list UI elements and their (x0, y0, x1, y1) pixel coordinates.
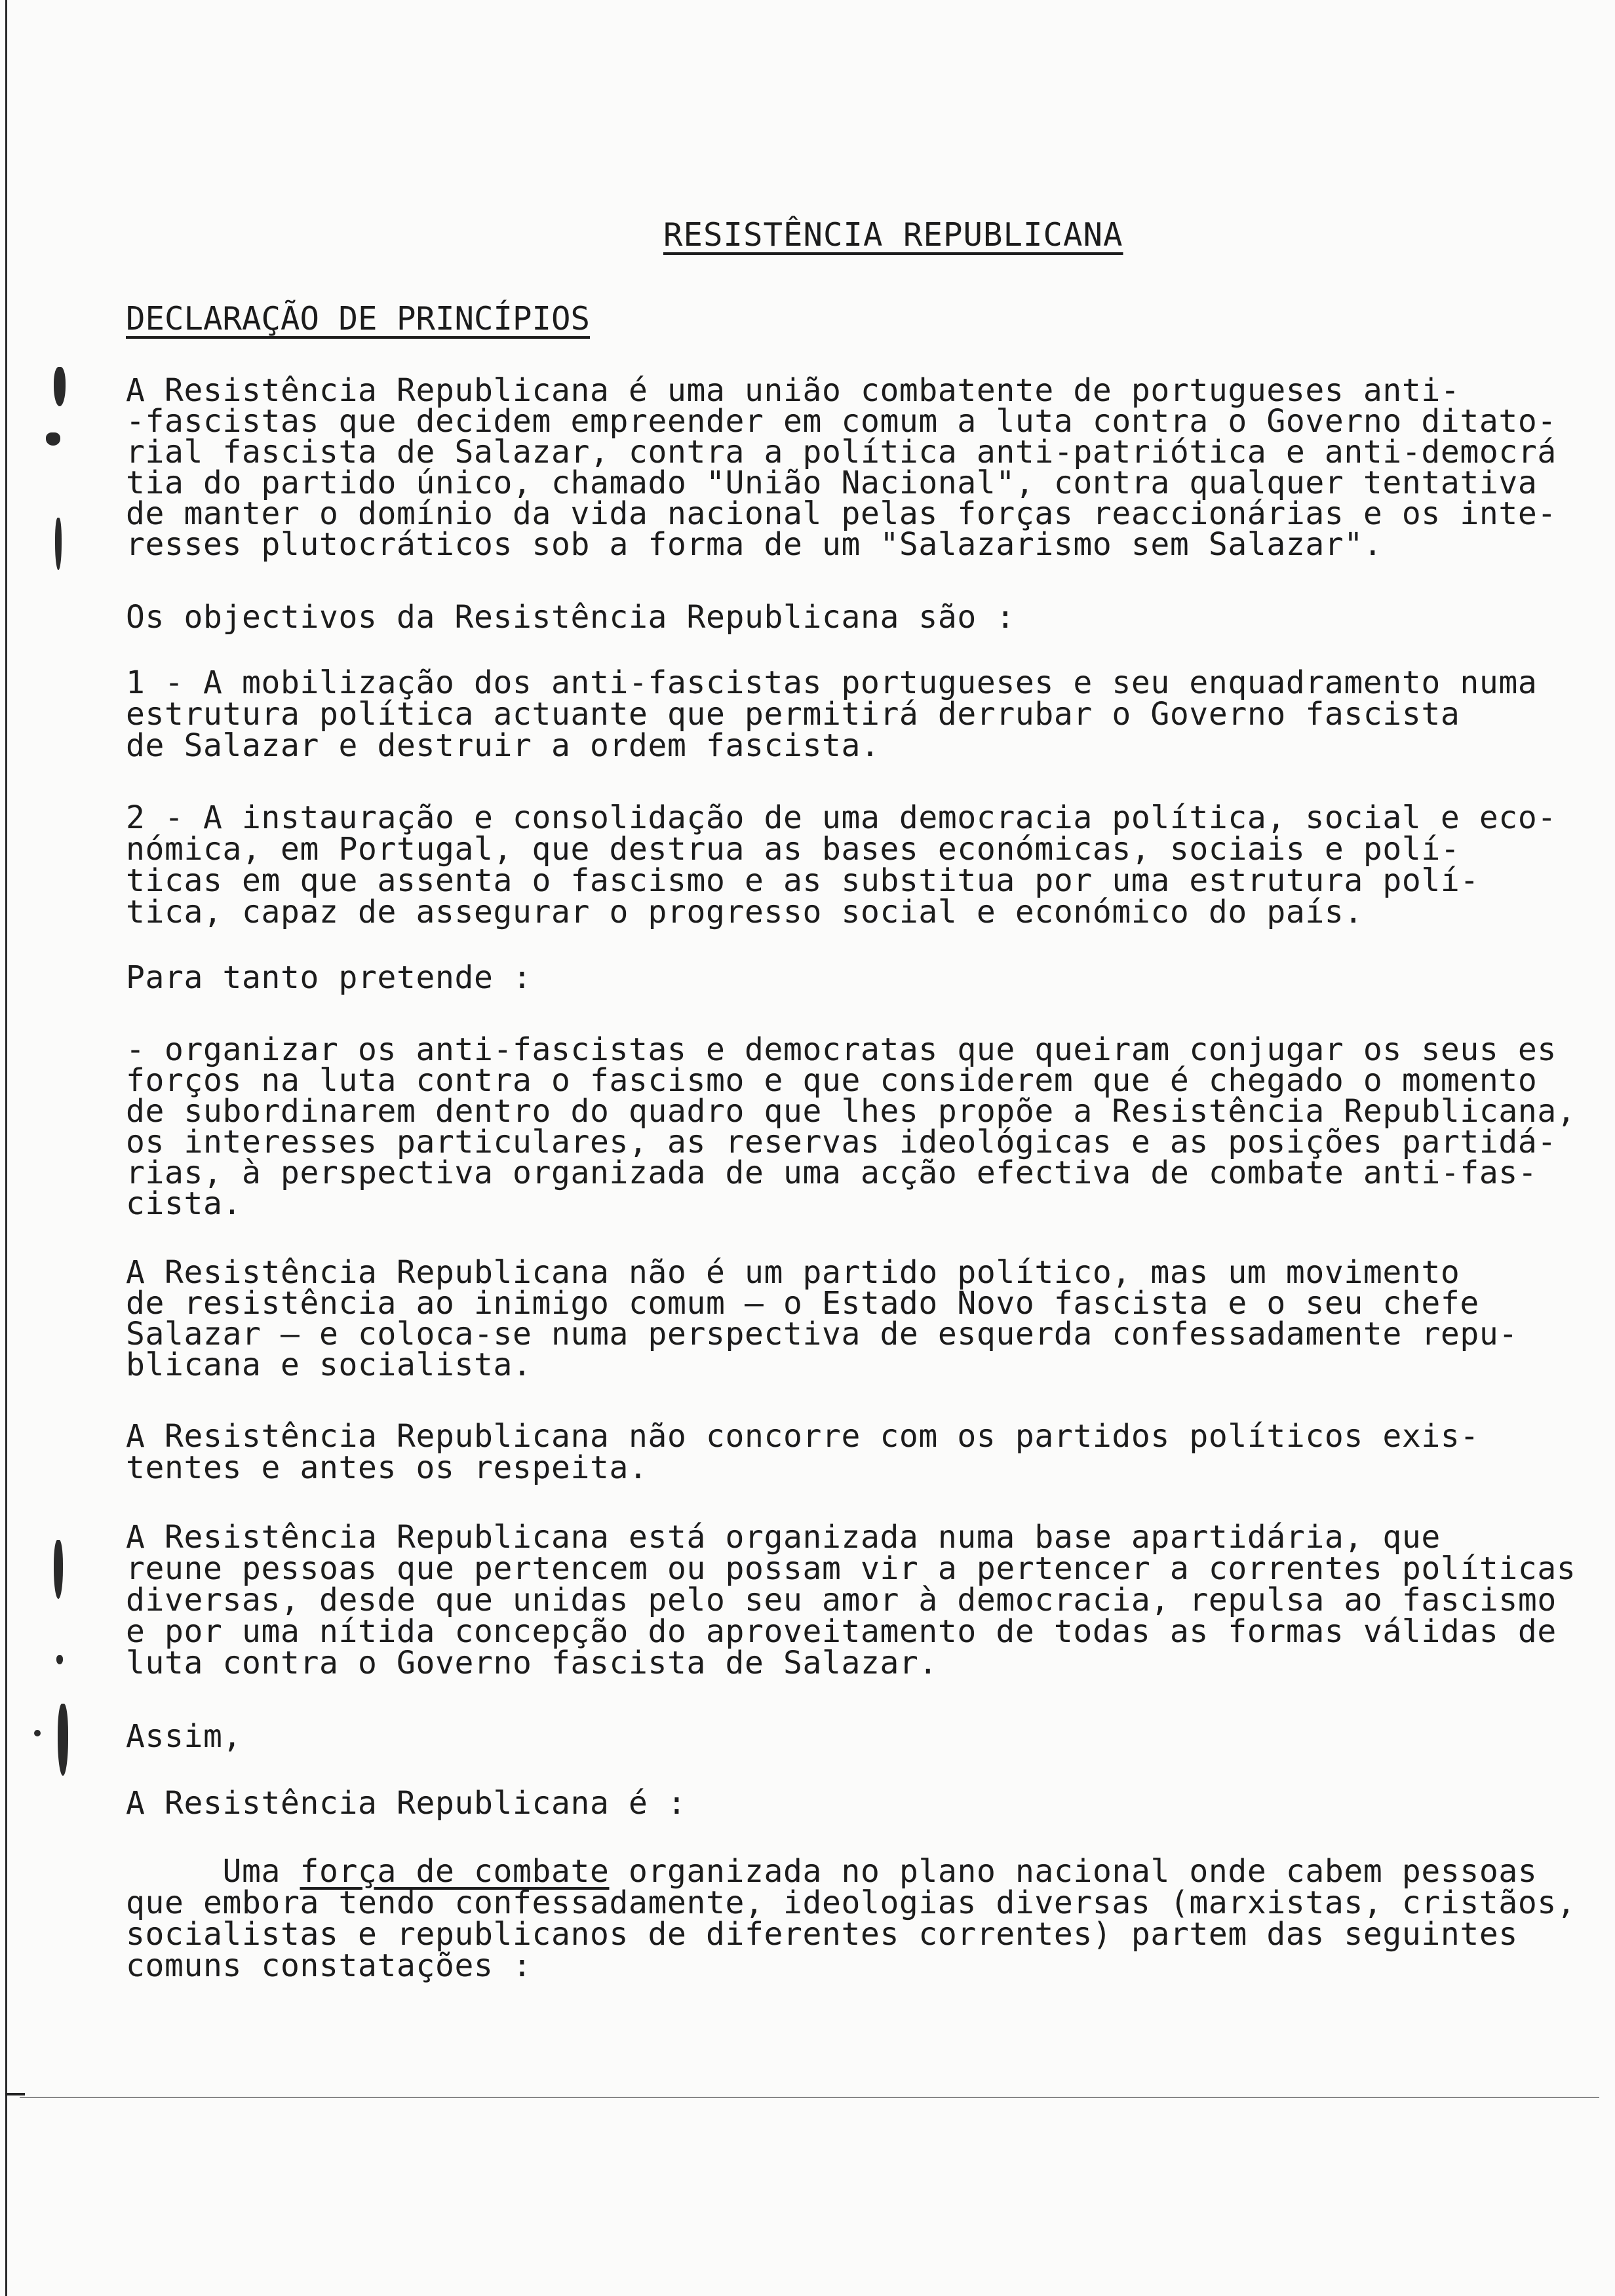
force-line-prefix: Uma (126, 1853, 300, 1890)
not-party-line: A Resistência Republicana não é um partido político, mas um movimento (126, 1254, 1460, 1291)
intends-intro: Para tanto pretende : (126, 959, 532, 996)
force-underlined-text: força de combate (300, 1853, 610, 1890)
objective-1-line: estrutura política actuante que permitirá derrubar o Governo fascista (126, 696, 1460, 733)
not-compete-line: tentes e antes os respeita. (126, 1449, 648, 1486)
ink-mark (56, 1655, 63, 1664)
force-line: comuns constatações : (126, 1947, 532, 1984)
intro-line: tia do partido único, chamado "União Nacional", contra qualquer tentativa (126, 465, 1538, 501)
objective-2-line: ticas em que assenta o fascismo e as substitua por uma estrutura polí- (126, 862, 1479, 899)
non-partisan-line: diversas, desde que unidas pelo seu amor à democracia, repulsa ao fascismo (126, 1582, 1557, 1618)
not-party-line: de resistência ao inimigo comum — o Estado Novo fascista e o seu chefe (126, 1285, 1479, 1322)
intro-line: de manter o domínio da vida nacional pelas forças reaccionárias e os inte- (126, 495, 1557, 532)
force-line (126, 1853, 1538, 1890)
ink-mark (58, 1704, 68, 1776)
objectives-intro: Os objectivos da Resistência Republicana são : (126, 599, 1015, 636)
is-intro: A Resistência Republicana é : (126, 1785, 687, 1822)
objective-2-line: nómica, em Portugal, que destrua as bases económicas, sociais e polí- (126, 831, 1460, 868)
non-partisan-line: reune pessoas que pertencem ou possam vir a pertencer a correntes políticas (126, 1550, 1576, 1587)
objective-2-line: tica, capaz de assegurar o progresso social e económico do país. (126, 894, 1363, 930)
intends-line: rias, à perspectiva organizada de uma acção efectiva de combate anti-fas- (126, 1155, 1538, 1191)
intro-line: A Resistência Republicana é uma união combatente de portugueses anti- (126, 372, 1460, 409)
bottom-rule-edge (5, 2093, 25, 2095)
objective-1-line: 1 - A mobilização dos anti-fascistas portugueses e seu enquadramento numa (126, 664, 1538, 701)
ink-mark (54, 1540, 63, 1599)
intends-line: - organizar os anti-fascistas e democratas que queiram conjugar os seus es (126, 1031, 1557, 1068)
intends-line: de subordinarem dentro do quadro que lhes propõe a Resistência Republicana, (126, 1093, 1576, 1130)
not-compete-line: A Resistência Republicana não concorre com os partidos políticos exis- (126, 1418, 1479, 1455)
intro-line: -fascistas que decidem empreender em comum a luta contra o Governo ditato- (126, 403, 1557, 440)
objective-2-line: 2 - A instauração e consolidação de uma democracia política, social e eco- (126, 799, 1557, 836)
non-partisan-line: e por uma nítida concepção do aproveitamento de todas as formas válidas de (126, 1613, 1557, 1650)
ink-mark (34, 1730, 41, 1736)
document-title: RESISTÊNCIA REPUBLICANA (663, 216, 1123, 254)
objective-1-line: de Salazar e destruir a ordem fascista. (126, 727, 880, 764)
intends-line: os interesses particulares, as reservas ideológicas e as posições partidá- (126, 1124, 1557, 1160)
document-subtitle: DECLARAÇÃO DE PRINCÍPIOS (126, 300, 591, 337)
not-party-line: blicana e socialista. (126, 1347, 532, 1383)
non-partisan-line: A Resistência Republicana está organizada numa base apartidária, que (126, 1519, 1441, 1556)
intro-line: resses plutocráticos sob a forma de um "Salazarismo sem Salazar". (126, 526, 1383, 563)
ink-mark (54, 367, 66, 406)
non-partisan-line: luta contra o Governo fascista de Salazar. (126, 1645, 938, 1681)
force-line: socialistas e republicanos de diferentes correntes) partem das seguintes (126, 1916, 1518, 1953)
ink-mark (46, 432, 60, 446)
force-line-suffix: organizada no plano nacional onde cabem pessoas (609, 1853, 1538, 1890)
intends-line: cista. (126, 1185, 242, 1222)
intro-line: rial fascista de Salazar, contra a política anti-patriótica e anti-democrá (126, 434, 1557, 470)
ink-mark (55, 518, 62, 570)
force-line: que embora tendo confessadamente, ideologias diversas (marxistas, cristãos, (126, 1885, 1576, 1921)
thus-line: Assim, (126, 1718, 242, 1755)
not-party-line: Salazar — e coloca-se numa perspectiva de esquerda confessadamente repu- (126, 1316, 1518, 1352)
intends-line: forços na luta contra o fascismo e que considerem que é chegado o momento (126, 1062, 1538, 1099)
bottom-rule (20, 2097, 1599, 2098)
